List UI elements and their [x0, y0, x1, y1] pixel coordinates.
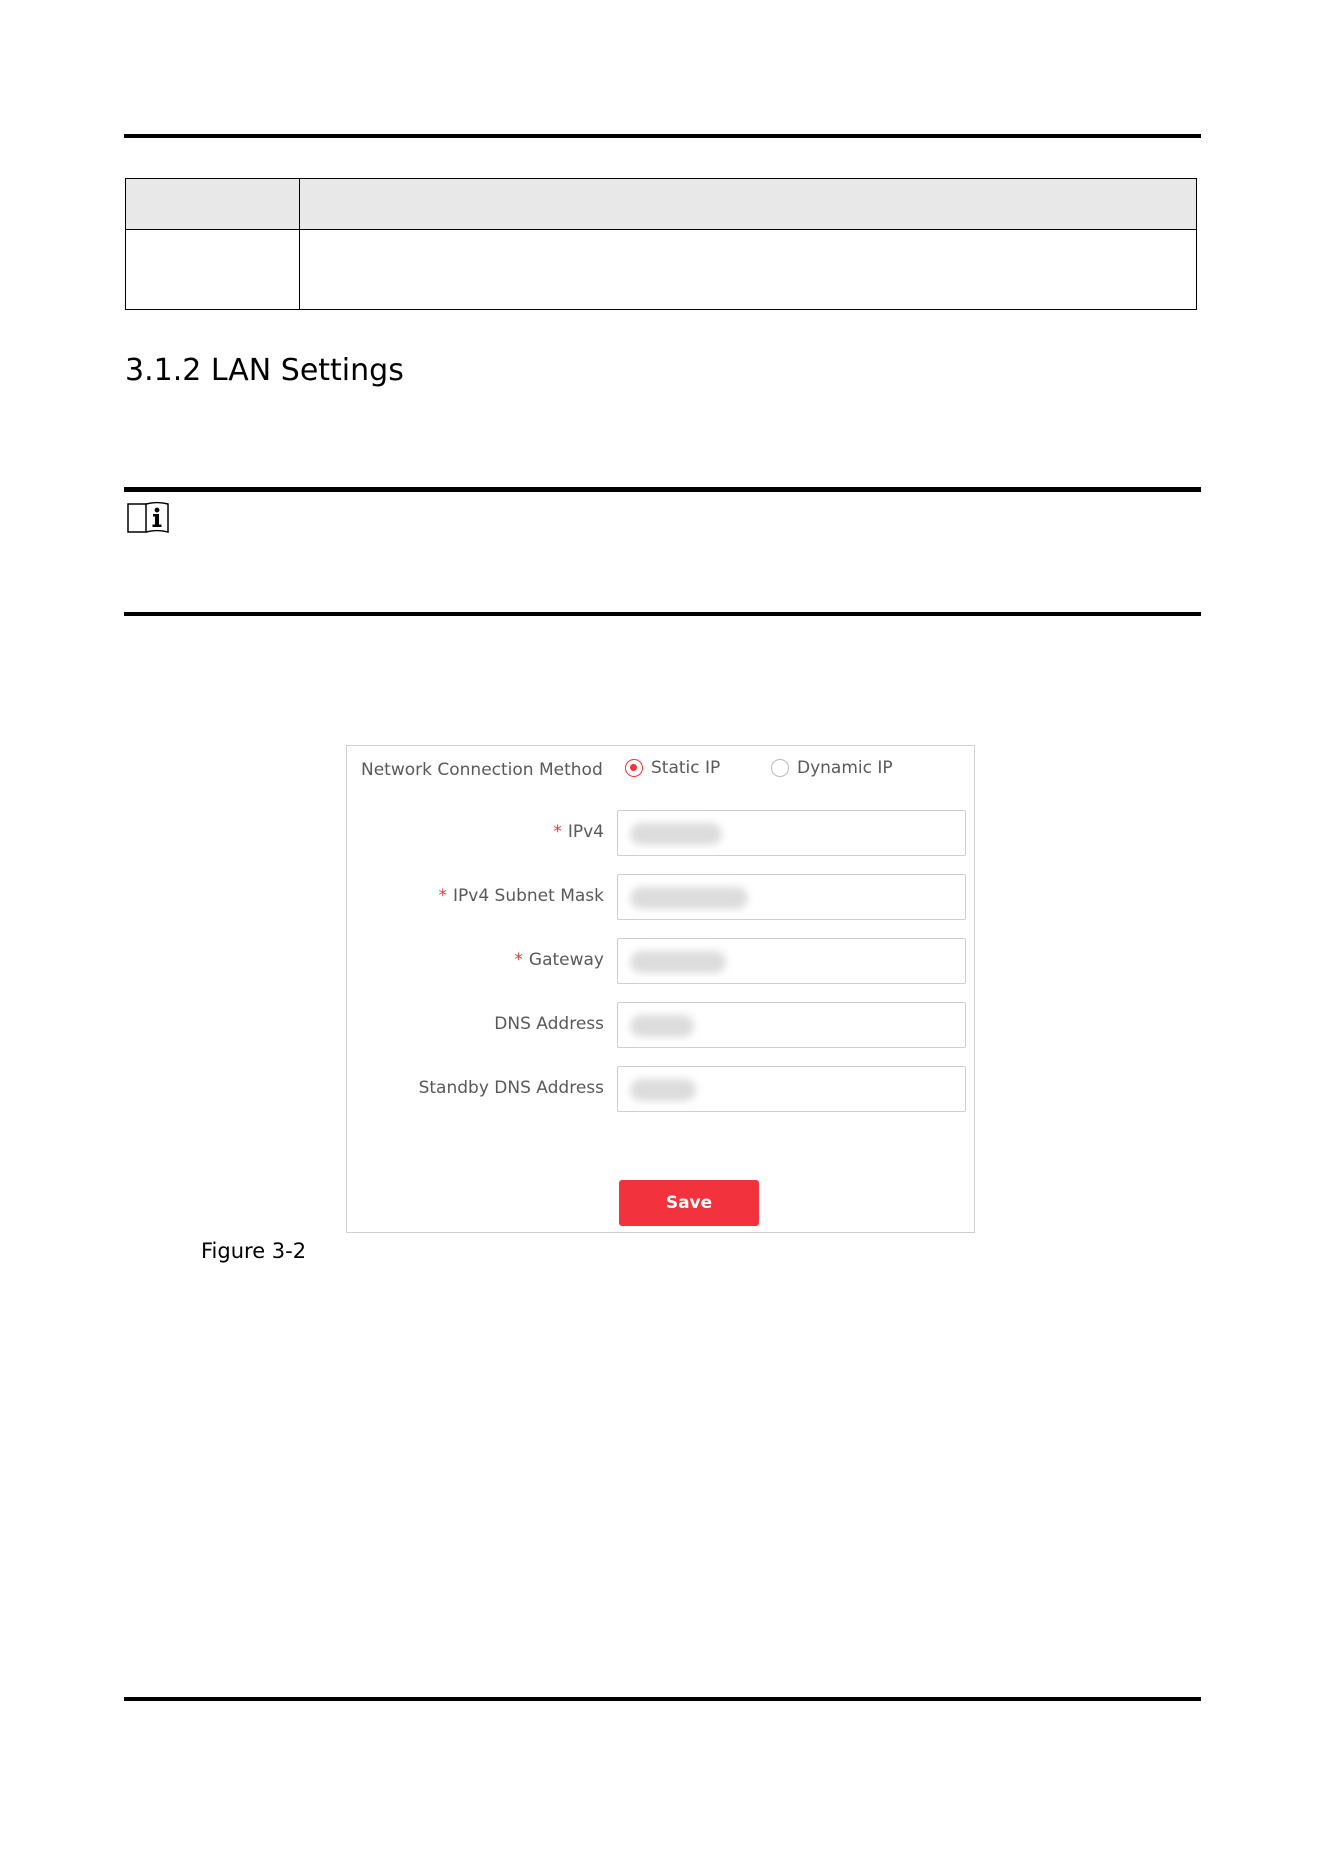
standby-dns-row: [347, 1066, 974, 1112]
ipv4-label: * IPv4: [553, 822, 604, 842]
dns-address-label: DNS Address: [494, 1014, 604, 1034]
save-button[interactable]: Save: [619, 1180, 759, 1226]
gateway-row: [347, 938, 974, 984]
table-header-cell: [126, 179, 300, 230]
static-ip-label: Static IP: [651, 758, 721, 778]
radio-checked-icon: [625, 759, 643, 777]
subnet-mask-row: [347, 874, 974, 920]
required-asterisk: *: [438, 886, 447, 906]
lan-settings-panel: [346, 745, 975, 1233]
ipv4-input[interactable]: [617, 810, 966, 856]
figure-caption: Figure 3-2: [201, 1239, 307, 1263]
section-heading: 3.1.2 LAN Settings: [125, 353, 404, 388]
gateway-input[interactable]: [617, 938, 966, 984]
ipv4-row: [347, 810, 974, 856]
required-asterisk: *: [514, 950, 523, 970]
standby-dns-input[interactable]: [617, 1066, 966, 1112]
dns-address-row: [347, 1002, 974, 1048]
dns-address-input[interactable]: [617, 1002, 966, 1048]
table-header-row: [126, 179, 1197, 230]
gateway-label: * Gateway: [514, 950, 604, 970]
connection-method-label: Network Connection Method: [361, 760, 603, 780]
table-cell: [300, 230, 1197, 310]
radio-unchecked-icon: [771, 759, 789, 777]
dynamic-ip-radio[interactable]: [771, 758, 893, 778]
note-bottom-rule: [124, 612, 1201, 616]
header-rule: [124, 134, 1201, 138]
subnet-mask-label: * IPv4 Subnet Mask: [438, 886, 604, 906]
parameter-table: [125, 178, 1197, 310]
note-top-rule: [124, 487, 1201, 492]
table-row: [126, 230, 1197, 310]
table-header-cell: [300, 179, 1197, 230]
static-ip-radio[interactable]: [625, 758, 720, 778]
note-info-icon: [126, 500, 170, 534]
footer-rule: [124, 1697, 1201, 1701]
standby-dns-label: Standby DNS Address: [418, 1078, 604, 1098]
dynamic-ip-label: Dynamic IP: [797, 758, 893, 778]
subnet-mask-input[interactable]: [617, 874, 966, 920]
table-cell: [126, 230, 300, 310]
required-asterisk: *: [553, 822, 562, 842]
